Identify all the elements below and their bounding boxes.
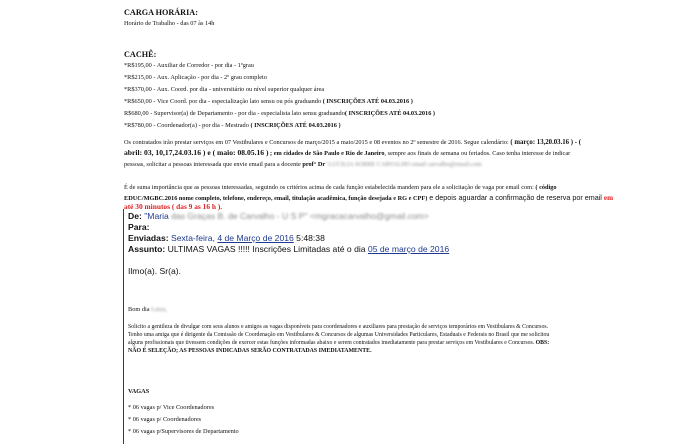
cache-item-1: *R$215,00 - Aux. Aplicação - por dia - 2º grau completo	[124, 74, 267, 81]
email-from: De: "Maria das Graças B. de Carvalho - U S P" <mgracacarvalho@gmail.com>	[128, 211, 429, 221]
contratados-line-3: pessoas, solicitar a pessoas interessada que envie email para a docente prof° Drª LUCILIA SOBRE CARVALHO email carvalho@email.com	[124, 161, 482, 168]
carga-title: CARGA HORÁRIA:	[124, 8, 198, 17]
cache-title: CACHÊ:	[124, 50, 157, 59]
email-sent: Enviadas: Sexta-feira, 4 de Março de 2016 5:48:38	[128, 233, 325, 243]
cache-item-4: R$680,00 - Supervisor(a) de Departamento - por dia - especialista lato sensu graduando( INSCRIÇÕES ATÉ 04.03.2016 )	[124, 110, 436, 117]
importancia-line-2: EDUC/MGBC.2016 nome completo, telefone, endereço, email, titulação acadêmica, função desejada e RG e CPF) e depois aguardar a confirmação de reserva por email em	[124, 193, 614, 202]
quote-bar	[123, 209, 124, 444]
body-para-2: Tenho uma amiga que é dirigente da Comissão de Coordenação em Vestibulares & Concursos de algumas Universidades Particulares, Estaduais e Federais no Brasil que me solicitou	[128, 332, 550, 338]
contratados-line-1: Os contratados irão prestar serviços em 07 Vestibulares e Concursos de março/2015 a maio/2015 e 08 eventos no 2º semestre de 2016. Segue calendário: ( março: 13,20.03.16 ) - (	[124, 139, 581, 146]
carga-horario: Horário de Trabalho - das 07 às 14h	[124, 20, 215, 27]
cache-item-3: *R$650,00 - Vice Coord. por dia - especialização lato sensu ou pós graduando ( INSCRIÇÕES ATÉ 04.03.2016 )	[124, 98, 413, 105]
importancia-line-3: até 30 minutos ( das 9 as 16 h ).	[124, 202, 223, 211]
email-greeting: Ilmo(a). Sr(a).	[128, 266, 181, 276]
cache-item-0: *R$195,00 - Auxiliar de Corredor - por dia - 1ºgrau	[124, 62, 254, 69]
bom-dia: Bom dia Luiza,	[128, 306, 168, 313]
cache-item-2: *R$370,00 - Aux. Coord. por dia - universitário ou nível superior qualquer área	[124, 86, 325, 93]
body-para-1: Solicito a gentileza de divulgar com seus alunos e amigos as vagas disponíveis para coordenadores e auxiliares para prestação de serviços temporários em Vestibulares & Concursos.	[128, 324, 549, 330]
vagas-title: VAGAS	[128, 388, 150, 395]
body-para-3: alguns profissionais que tivessem condições de exercer estas funções informadas abaixo e serem contratados imediatamente para prestar serviços em Vestibulares e Concursos. OBS:	[128, 340, 550, 346]
email-subject: Assunto: ULTIMAS VAGAS !!!!! Inscrições Limitadas até o dia 05 de março de 2016	[128, 244, 450, 254]
body-para-4: NÃO É SELEÇÃO; AS PESSOAS INDICADAS SERÃO CONTRATADAS IMEDIATAMENTE.	[128, 348, 372, 354]
vagas-item: * 06 vagas p/Supervisores de Departamento	[128, 428, 239, 435]
vagas-item: * 06 vagas p/ Coordenadores	[128, 416, 202, 423]
email-to: Para:	[128, 222, 150, 232]
importancia-line-1: É de suma importância que as pessoas interessadas, seguindo os critérios acima de cada função estabelecida mandem para ele a solicitação de vaga por email com: ( código	[124, 184, 557, 191]
vagas-item: * 06 vagas p/ Vice Coordenadores	[128, 404, 215, 411]
contratados-line-2: abril: 03, 10,17,24.03.16 ) e ( maio: 08.05.16 ) ; em cidades de São Paulo e Rio de Janeiro, sempre aos finais de semana ou feriados. Caso tenha interesse de indicar	[124, 148, 571, 157]
cache-item-5: *R$780,00 - Coordenador(a) - por dia - Mestrado ( INSCRIÇÕES ATÉ 04.03.2016 )	[124, 122, 341, 129]
